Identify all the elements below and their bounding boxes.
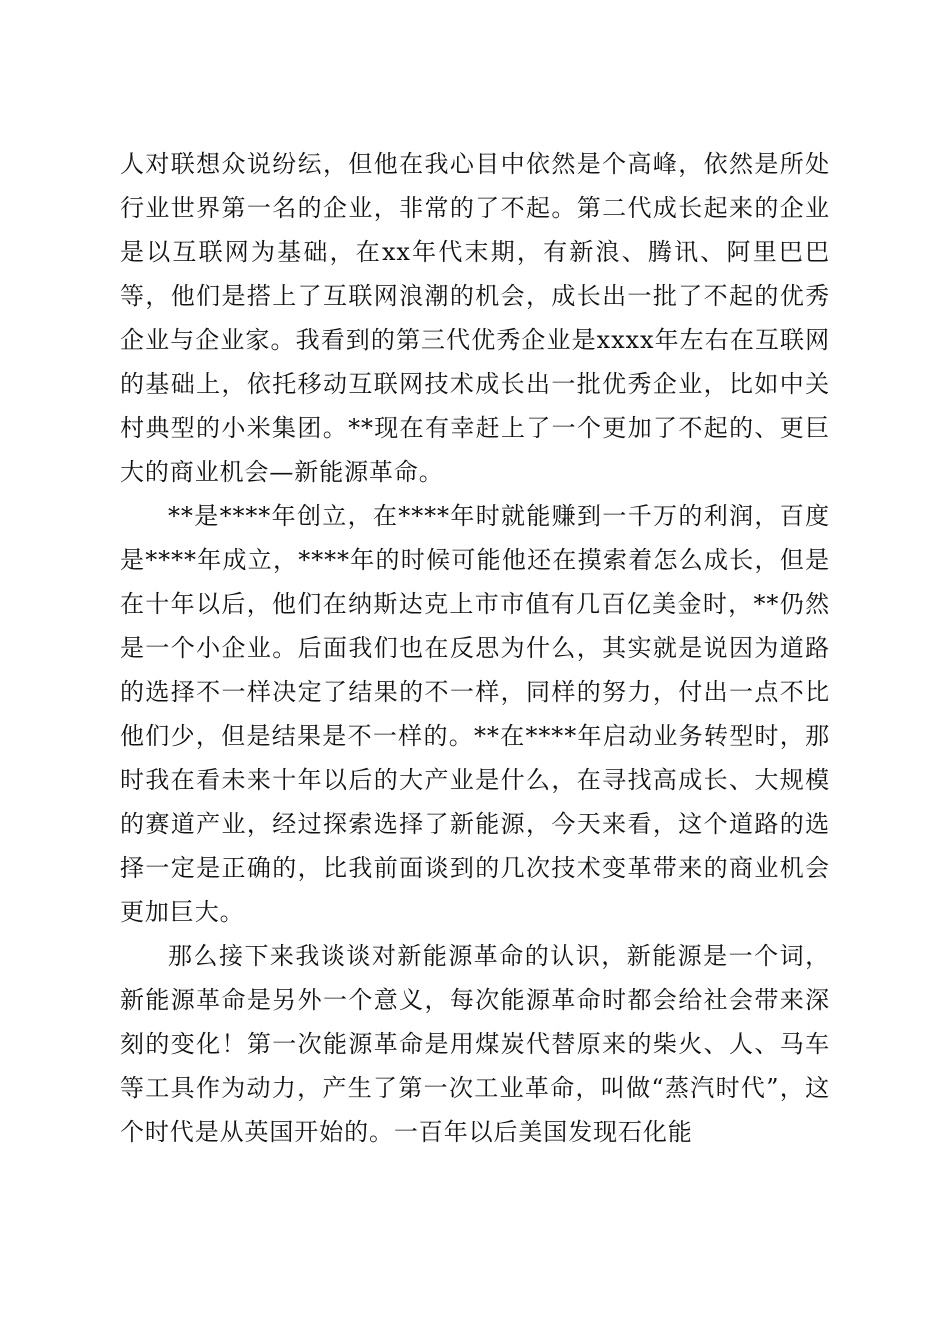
paragraph-1: 人对联想众说纷纭，但他在我心目中依然是个高峰，依然是所处行业世界第一名的企业，非常的了不起。第二代成长起来的企业是以互联网为基础，在xx年代末期，有新浪、腾讯、阿里巴巴等，他们是搭上了互联网浪潮的机会，成长出一批了不起的优秀企业与企业家。我看到的第三代优秀企业是xxxx年左右在互联网的基础上，依托移动互联网技术成长出一批优秀企业，比如中关村典型的小米集团。**现在有幸赶上了一个更加了不起的、更巨大的商业机会—新能源革命。	[120, 150, 830, 486]
paragraph-3: 那么接下来我谈谈对新能源革命的认识，新能源是一个词，新能源革命是另外一个意义，每次能源革命时都会给社会带来深刻的变化！第一次能源革命是用煤炭代替原来的柴火、人、马车等工具作为动力，产生了第一次工业革命，叫做“蒸汽时代”，这个时代是从英国开始的。一百年以后美国发现石化能	[120, 942, 830, 1146]
paragraph-2: **是****年创立，在****年时就能赚到一千万的利润，百度是****年成立，****年的时候可能他还在摸索着怎么成长，但是在十年以后，他们在纳斯达克上市市值有几百亿美金时，**仍然是一个小企业。后面我们也在反思为什么，其实就是说因为道路的选择不一样决定了结果的不一样，同样的努力，付出一点不比他们少，但是结果是不一样的。**在****年启动业务转型时，那时我在看未来十年以后的大产业是什么，在寻找高成长、大规模的赛道产业，经过探索选择了新能源，今天来看，这个道路的选择一定是正确的，比我前面谈到的几次技术变革带来的商业机会更加巨大。	[120, 502, 830, 926]
document-body	[120, 142, 830, 1154]
